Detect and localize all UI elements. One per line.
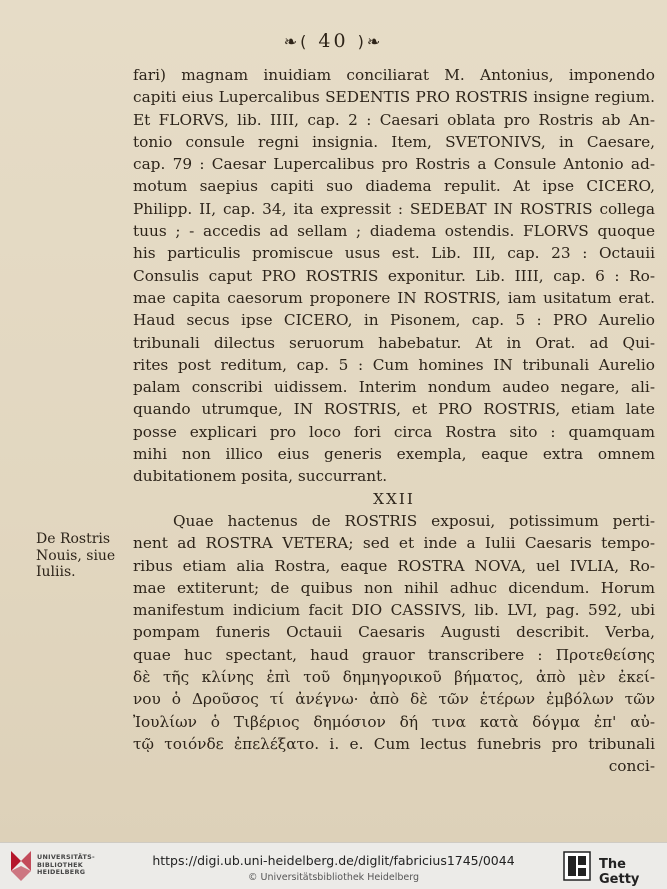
text-line: νου ὁ Δροῦσος τί ἀνέγνω· ἀπὸ δὲ τῶν ἑτέρων ἐμβόλων τῶν [133, 690, 655, 709]
catchword: conci- [608, 757, 655, 776]
page-header [0, 30, 667, 52]
text-line: dubitationem posita, succurrant. [133, 467, 388, 486]
text-line: quando utrumque, IN ROSTRIS, et PRO ROSTRIS, etiam late [133, 400, 655, 419]
text-line: cap. 79 : Caesar Lupercalibus pro Rostris a Consule Antonio ad- [133, 155, 655, 174]
text-line: fari) magnam inuidiam conciliarat M. Antonius, imponendo [133, 66, 655, 84]
text-line: Quae hactenus de ROSTRIS exposui, potissimum perti- [173, 511, 655, 530]
text-line: ribus etiam alia Rostra, eaque ROSTRA NOVA, uel IVLIA, Ro- [133, 556, 655, 575]
text-line: Philipp. II, cap. 34, ita expressit : SEDEBAT IN ROSTRIS collega [133, 199, 655, 218]
getty-label[interactable]: The Getty [599, 857, 640, 887]
text-line: capiti eius Lupercalibus SEDENTIS PRO ROSTRIS insigne regium. [133, 88, 655, 107]
text-line: tonio consule regni insignia. Item, SVETONIVS, in Caesare, [133, 132, 655, 151]
copyright-notice: © Universitätsbibliothek Heidelberg [247, 872, 419, 883]
margin-note-line: Iuliis. [36, 564, 76, 580]
text-line: Et FLORVS, lib. IIII, cap. 2 : Caesari oblata pro Rostris ab An- [133, 110, 655, 129]
text-line: posse explicari pro loco fori circa Rostra sito : quamquam [133, 422, 655, 441]
margin-note-line: Nouis, siue [36, 547, 116, 564]
library-name-line: UNIVERSITÄTS- [37, 853, 95, 861]
header-left-ornament: ❧( [283, 32, 310, 51]
text-line: Ἰουλίων ὁ Τιβέριος δημόσιον δή τινα κατὰ δόγμα ἐπ' αὐ- [133, 712, 655, 731]
text-line: mae capita caesorum proponere IN ROSTRIS, iam usitatum erat. [133, 288, 655, 307]
library-name-line: HEIDELBERG [37, 868, 86, 877]
page-number: 40 [318, 30, 349, 52]
text-line: quae huc spectant, haud grauor transcribere : Προτεθείσης [133, 645, 655, 664]
header-right-ornament: )❧ [357, 32, 384, 51]
text-line: motum saepius capiti suo diadema repulit. At ipse CICERO, [133, 177, 655, 196]
text-line: manifestum indicium facit DIO CASSIVS, lib. LVI, pag. 592, ubi [133, 601, 655, 620]
text-line: nent ad ROSTRA VETERA; sed et inde a Iulii Caesaris tempo- [133, 534, 655, 553]
text-line: Haud secus ipse CICERO, in Pisonem, cap. 5 : PRO Aurelio [133, 311, 655, 330]
section-heading: XXII [373, 489, 415, 508]
text-line: Consulis caput PRO ROSTRIS exponitur. Lib. IIII, cap. 6 : Ro- [133, 266, 655, 285]
library-name-line: BIBLIOTHEK [37, 860, 84, 869]
text-line: mihi non illico eius generis exempla, eaque extra omnem [133, 445, 655, 464]
text-line: palam conscribi uidissem. Interim nondum audeo negare, ali- [133, 378, 655, 397]
text-line: τῷ τοιόνδε ἐπελέξατο. i. e. Cum lectus funebris pro tribunali [133, 734, 655, 753]
text-line: δὲ τῆς κλίνης ἐπὶ τοῦ δημηγορικοῦ βήματος, ἀπὸ μὲν ἐκεί- [133, 668, 655, 687]
text-line: rites post reditum, cap. 5 : Cum homines IN tribunali Aurelio [133, 355, 655, 374]
viewer-footer [0, 842, 667, 889]
text-line: pompam funeris Octauii Caesaris Augusti describit. Verba, [133, 623, 655, 642]
permalink-url[interactable]: https://digi.ub.uni-heidelberg.de/diglit/fabricius1745/0044 [152, 853, 515, 868]
page-body-text [133, 64, 655, 778]
text-line: tribunali dilectus seruorum habebatur. At in Orat. ad Qui- [133, 333, 655, 352]
text-line: his particulis promiscue usus est. Lib. III, cap. 23 : Octauii [133, 244, 655, 263]
margin-note [36, 531, 124, 581]
text-line: tuus ; - accedis ad sellam ; diadema ostendis. FLORVS quoque [133, 222, 655, 241]
getty-logo-icon[interactable] [563, 851, 591, 881]
text-line: mae extiterunt; de quibus non nihil adhuc dicendum. Horum [133, 578, 655, 597]
margin-note-line: De Rostris [36, 531, 111, 547]
